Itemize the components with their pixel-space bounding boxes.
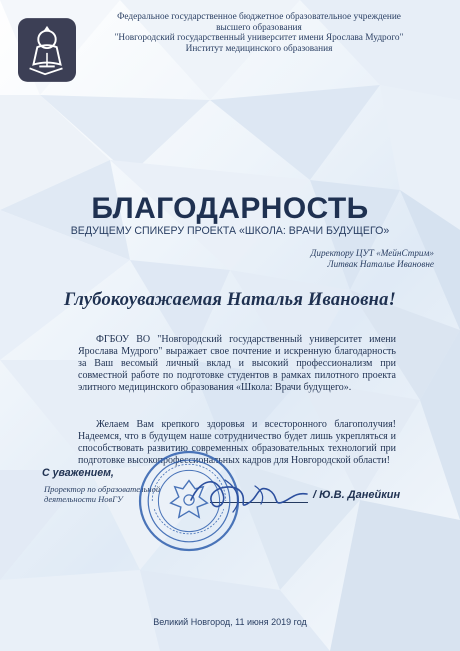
recipient-position: Директору ЦУТ «МейнСтрим» — [310, 248, 434, 258]
wishes-paragraph: Желаем Вам крепкого здоровья и всесторонного благополучия! Надеемся, что в будущем наше сотрудничество будет лишь укрепляться и способствовать развитию современных образовательных технологий при подготовке высокопрофессиональных кадров для Новгородской области! — [78, 419, 396, 467]
header-line-2: высшего образования — [216, 22, 302, 33]
header-line-3: "Новгородский государственный университет имени Ярослава Мудрого" — [114, 33, 404, 44]
signer-name: / Ю.В. Данейкин — [313, 489, 401, 501]
university-logo-icon — [18, 18, 76, 82]
recipient-block — [214, 248, 434, 270]
gratitude-paragraph: ФГБОУ ВО "Новгородский государственный университет имени Ярослава Мудрого" выражает свое почтение и искренную благодарность за Ваш весомый личный вклад и высокий профессионализм при совместной работе по подготовке студентов в рамках пилотного проекта элитного медицинского образования «Школа: Врачи будущего». — [78, 334, 396, 394]
place-and-date: Великий Новгород, 11 июня 2019 год — [153, 617, 307, 627]
document-title: БЛАГОДАРНОСТЬ — [91, 192, 369, 225]
closing-phrase: С уважением, — [42, 467, 114, 479]
document-subtitle: ВЕДУЩЕМУ СПИКЕРУ ПРОЕКТА «ШКОЛА: ВРАЧИ БУДУЩЕГО» — [70, 225, 390, 237]
recipient-name: Литвак Наталье Ивановне — [327, 258, 434, 269]
greeting-heading: Глубокоуважаемая Наталья Ивановна! — [64, 290, 396, 310]
institution-header — [92, 12, 426, 55]
header-line-1: Федеральное государственное бюджетное образовательное учреждение — [117, 12, 401, 22]
header-line-4: Институт медицинского образования — [185, 44, 333, 55]
handwritten-signature-icon — [182, 470, 314, 518]
signer-position-line-1: Проректор по образовательной — [44, 484, 161, 494]
signer-position-line-2: деятельности НовГУ — [44, 494, 123, 505]
